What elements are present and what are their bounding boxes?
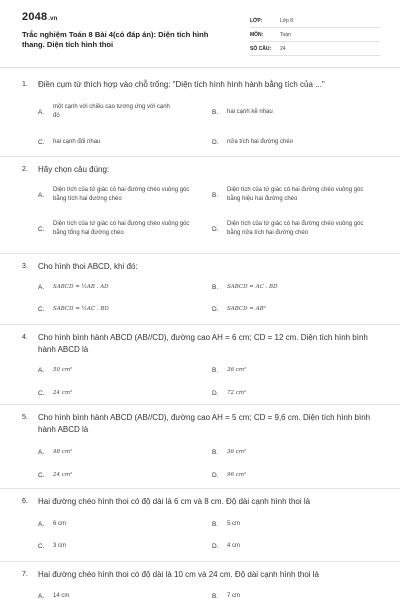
option-letter: A. (38, 192, 45, 199)
option-text: 6 cm (53, 521, 67, 527)
option-text: SABCD = ½AC . BD (53, 306, 109, 312)
option-letter: B. (212, 367, 219, 374)
option-text: Diện tích của tứ giác có hai đường chéo vuông góc bằng hiệu hai đường chéo (227, 187, 364, 202)
option-text: SABCD = AB² (227, 306, 266, 312)
question-divider (0, 561, 400, 562)
page-title: Trắc nghiệm Toán 8 Bài 4(có đáp án): Diện tích hình thang. Diện tích hình thoi (22, 30, 209, 49)
logo-suffix: .vn (48, 16, 58, 22)
meta-key: MÔN: (250, 31, 264, 38)
option-letter: C. (38, 306, 45, 313)
option-letter: D. (212, 543, 219, 550)
question-text: Hai đường chéo hình thoi có độ dài là 6 cm và 8 cm. Độ dài cạnh hình thoi là (38, 497, 311, 506)
page-header (0, 0, 400, 64)
site-logo[interactable] (22, 11, 58, 23)
option-text: 24 cm² (53, 472, 73, 478)
option-letter: B. (212, 593, 219, 600)
option-letter: B. (212, 192, 219, 199)
question-number: 4. (22, 334, 28, 341)
option-letter: D. (212, 472, 219, 479)
option-text: Diện tích của tứ giác có hai đường chéo vuông góc bằng tổng hai đường chéo (53, 221, 190, 236)
meta-value: Lớp 8 (280, 17, 294, 24)
option-text: 48 cm² (53, 449, 73, 455)
question-divider (0, 324, 400, 325)
option-text: SABCD = ½AB . AD (53, 284, 109, 290)
option-letter: D. (212, 226, 219, 233)
option-letter: A. (38, 109, 45, 116)
option-letter: A. (38, 367, 45, 374)
option-text: 24 cm² (53, 390, 73, 396)
question-divider (0, 156, 400, 157)
meta-row-subject (250, 28, 380, 42)
option-letter: A. (38, 284, 45, 291)
option-letter: B. (212, 109, 219, 116)
logo-text: 2048 (22, 11, 48, 23)
option-letter: D. (212, 306, 219, 313)
option-letter: C. (38, 543, 45, 550)
option-text: 14 cm (53, 593, 70, 599)
option-letter: A. (38, 449, 45, 456)
meta-value: 24 (280, 45, 286, 52)
option-letter: C. (38, 226, 45, 233)
option-text: nửa tích hai đường chéo (227, 139, 294, 145)
question-divider (0, 404, 400, 405)
question-text: Cho hình thoi ABCD, khi đó: (38, 262, 138, 271)
option-text: 96 cm² (227, 472, 247, 478)
question-text: Hai đường chéo hình thoi có độ dài là 10 cm và 24 cm. Độ dài cạnh hình thoi là (38, 570, 319, 579)
meta-panel (250, 14, 380, 56)
question-divider (0, 488, 400, 489)
option-letter: B. (212, 449, 219, 456)
question-number: 1. (22, 81, 28, 88)
option-text: một cạnh với chiều cao tương ứng với cạnh đó (53, 104, 170, 119)
meta-value: Toán (280, 31, 291, 38)
option-text: 36 cm² (227, 449, 247, 455)
question-text: Điền cụm từ thích hợp vào chỗ trống: "Diện tích hình hình hành bằng tích của ..." (38, 80, 325, 89)
meta-key: SỐ CÂU: (250, 45, 272, 52)
question-text: Cho hình bình hành ABCD (AB//CD), đường cao AH = 6 cm; CD = 12 cm. Diện tích hình bình hành ABCD là (38, 333, 368, 354)
option-letter: A. (38, 521, 45, 528)
header-divider (0, 67, 400, 68)
option-text: 72 cm² (227, 390, 247, 396)
meta-key: LỚP: (250, 17, 263, 24)
question-number: 3. (22, 263, 28, 270)
option-text: hai cạnh đối nhau (53, 139, 101, 145)
meta-row-class (250, 14, 380, 28)
question-number: 7. (22, 571, 28, 578)
option-letter: C. (38, 139, 45, 146)
question-number: 2. (22, 166, 28, 173)
option-letter: C. (38, 390, 45, 397)
option-letter: A. (38, 593, 45, 600)
question-text: Cho hình bình hành ABCD (AB//CD), đường cao AH = 5 cm; CD = 9,6 cm. Diện tích hình bình hành ABCD là (38, 413, 371, 434)
option-text: SABCD = AC . BD (227, 284, 278, 290)
option-text: 50 cm² (53, 367, 73, 373)
option-text: 36 cm² (227, 367, 247, 373)
question-number: 5. (22, 414, 28, 421)
option-text: 5 cm (227, 521, 241, 527)
option-text: 7 cm (227, 593, 241, 599)
option-text: Diện tích của tứ giác có hai đường chéo vuông góc bằng tích hai đường chéo (53, 187, 190, 202)
option-letter: D. (212, 139, 219, 146)
option-letter: D. (212, 390, 219, 397)
option-letter: B. (212, 284, 219, 291)
option-text: Diện tích của tứ giác có hai đường chéo vuông góc bằng nửa tích hai đường chéo (227, 221, 364, 236)
meta-row-count (250, 42, 380, 56)
option-text: 4 cm (227, 543, 241, 549)
question-divider (0, 253, 400, 254)
question-text: Hãy chọn câu đúng: (38, 165, 110, 174)
option-text: hai cạnh kề nhau (227, 109, 273, 115)
question-number: 6. (22, 498, 28, 505)
option-text: 3 cm (53, 543, 67, 549)
option-letter: B. (212, 521, 219, 528)
option-letter: C. (38, 472, 45, 479)
